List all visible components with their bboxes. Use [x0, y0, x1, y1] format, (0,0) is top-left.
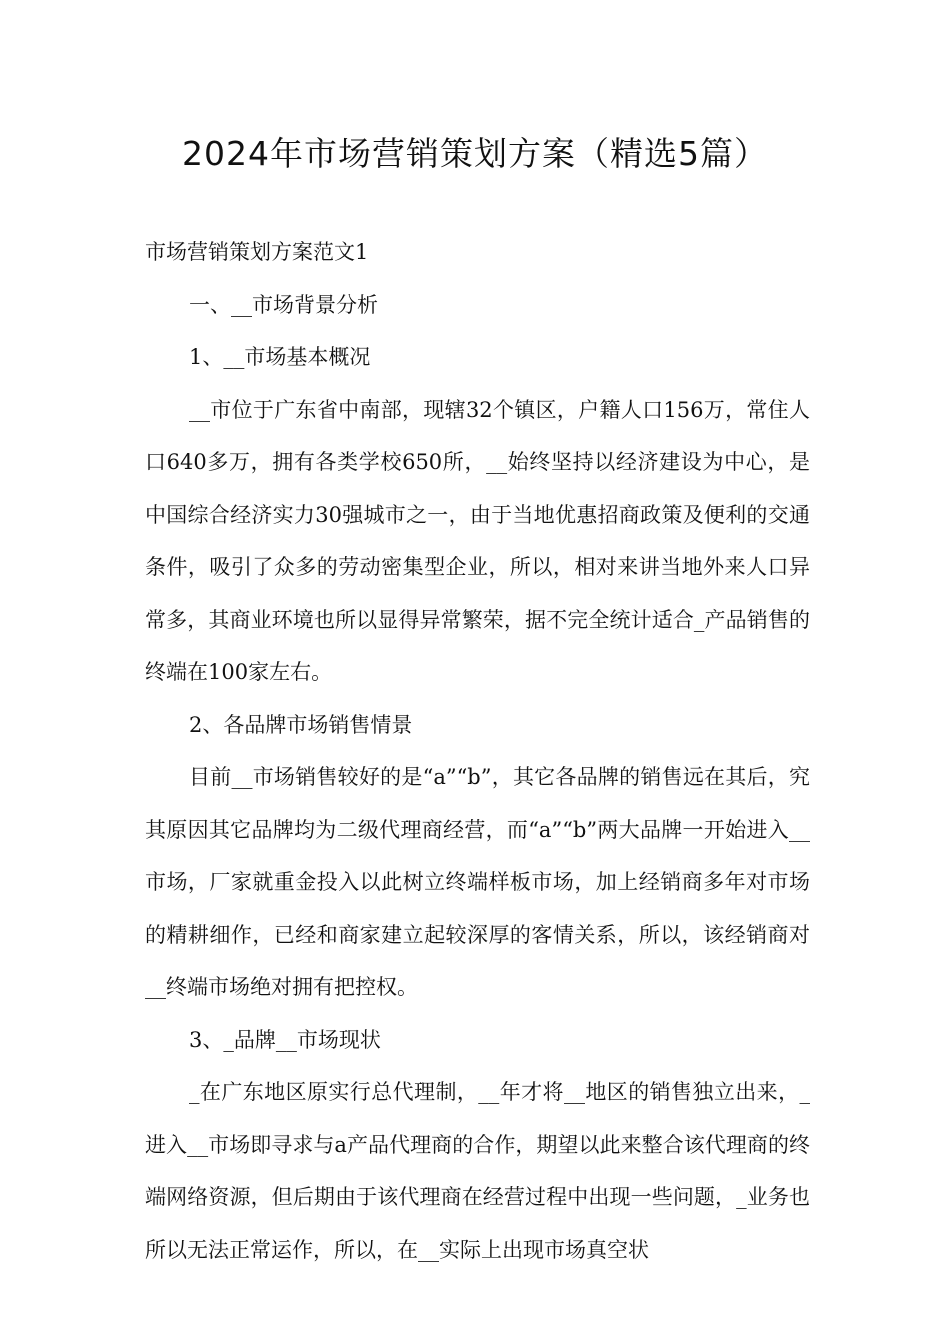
- document-body: [145, 226, 810, 1276]
- section-heading: 一、__市场背景分析: [189, 292, 378, 317]
- section-subtitle: 市场营销策划方案范文1: [145, 240, 369, 264]
- body-paragraph: _在广东地区原实行总代理制，__年才将__地区的销售独立出来，_进入__市场即寻求与a产品代理商的合作，期望以此来整合该代理商的终端网络资源，但后期由于该代理商在经营过程中出现一些问题，_业务也所以无法正常运作，所以，在__实际上出现市场真空状: [145, 1080, 810, 1262]
- body-paragraph: 目前__市场销售较好的是“a”“b”，其它各品牌的销售远在其后，究其原因其它品牌均为二级代理商经营，而“a”“b”两大品牌一开始进入__市场，厂家就重金投入以此树立终端样板市场，加上经销商多年对市场的精耕细作，已经和商家建立起较深厚的客情关系，所以，该经销商对__终端市场绝对拥有把控权。: [145, 765, 810, 999]
- subsection-heading: 2、各品牌市场销售情景: [189, 712, 413, 737]
- subsection-heading: 1、__市场基本概况: [189, 345, 371, 369]
- subsection-heading: 3、_品牌__市场现状: [189, 1027, 381, 1052]
- document-title: 2024年市场营销策划方案（精选5篇）: [182, 134, 768, 173]
- body-paragraph: __市位于广东省中南部，现辖32个镇区，户籍人口156万，常住人口640多万，拥有各类学校650所，__始终坚持以经济建设为中心，是中国综合经济实力30强城市之一，由于当地优惠招商政策及便利的交通条件，吸引了众多的劳动密集型企业，所以，相对来讲当地外来人口异常多，其商业环境也所以显得异常繁荣，据不完全统计适合_产品销售的终端在100家左右。: [145, 397, 810, 684]
